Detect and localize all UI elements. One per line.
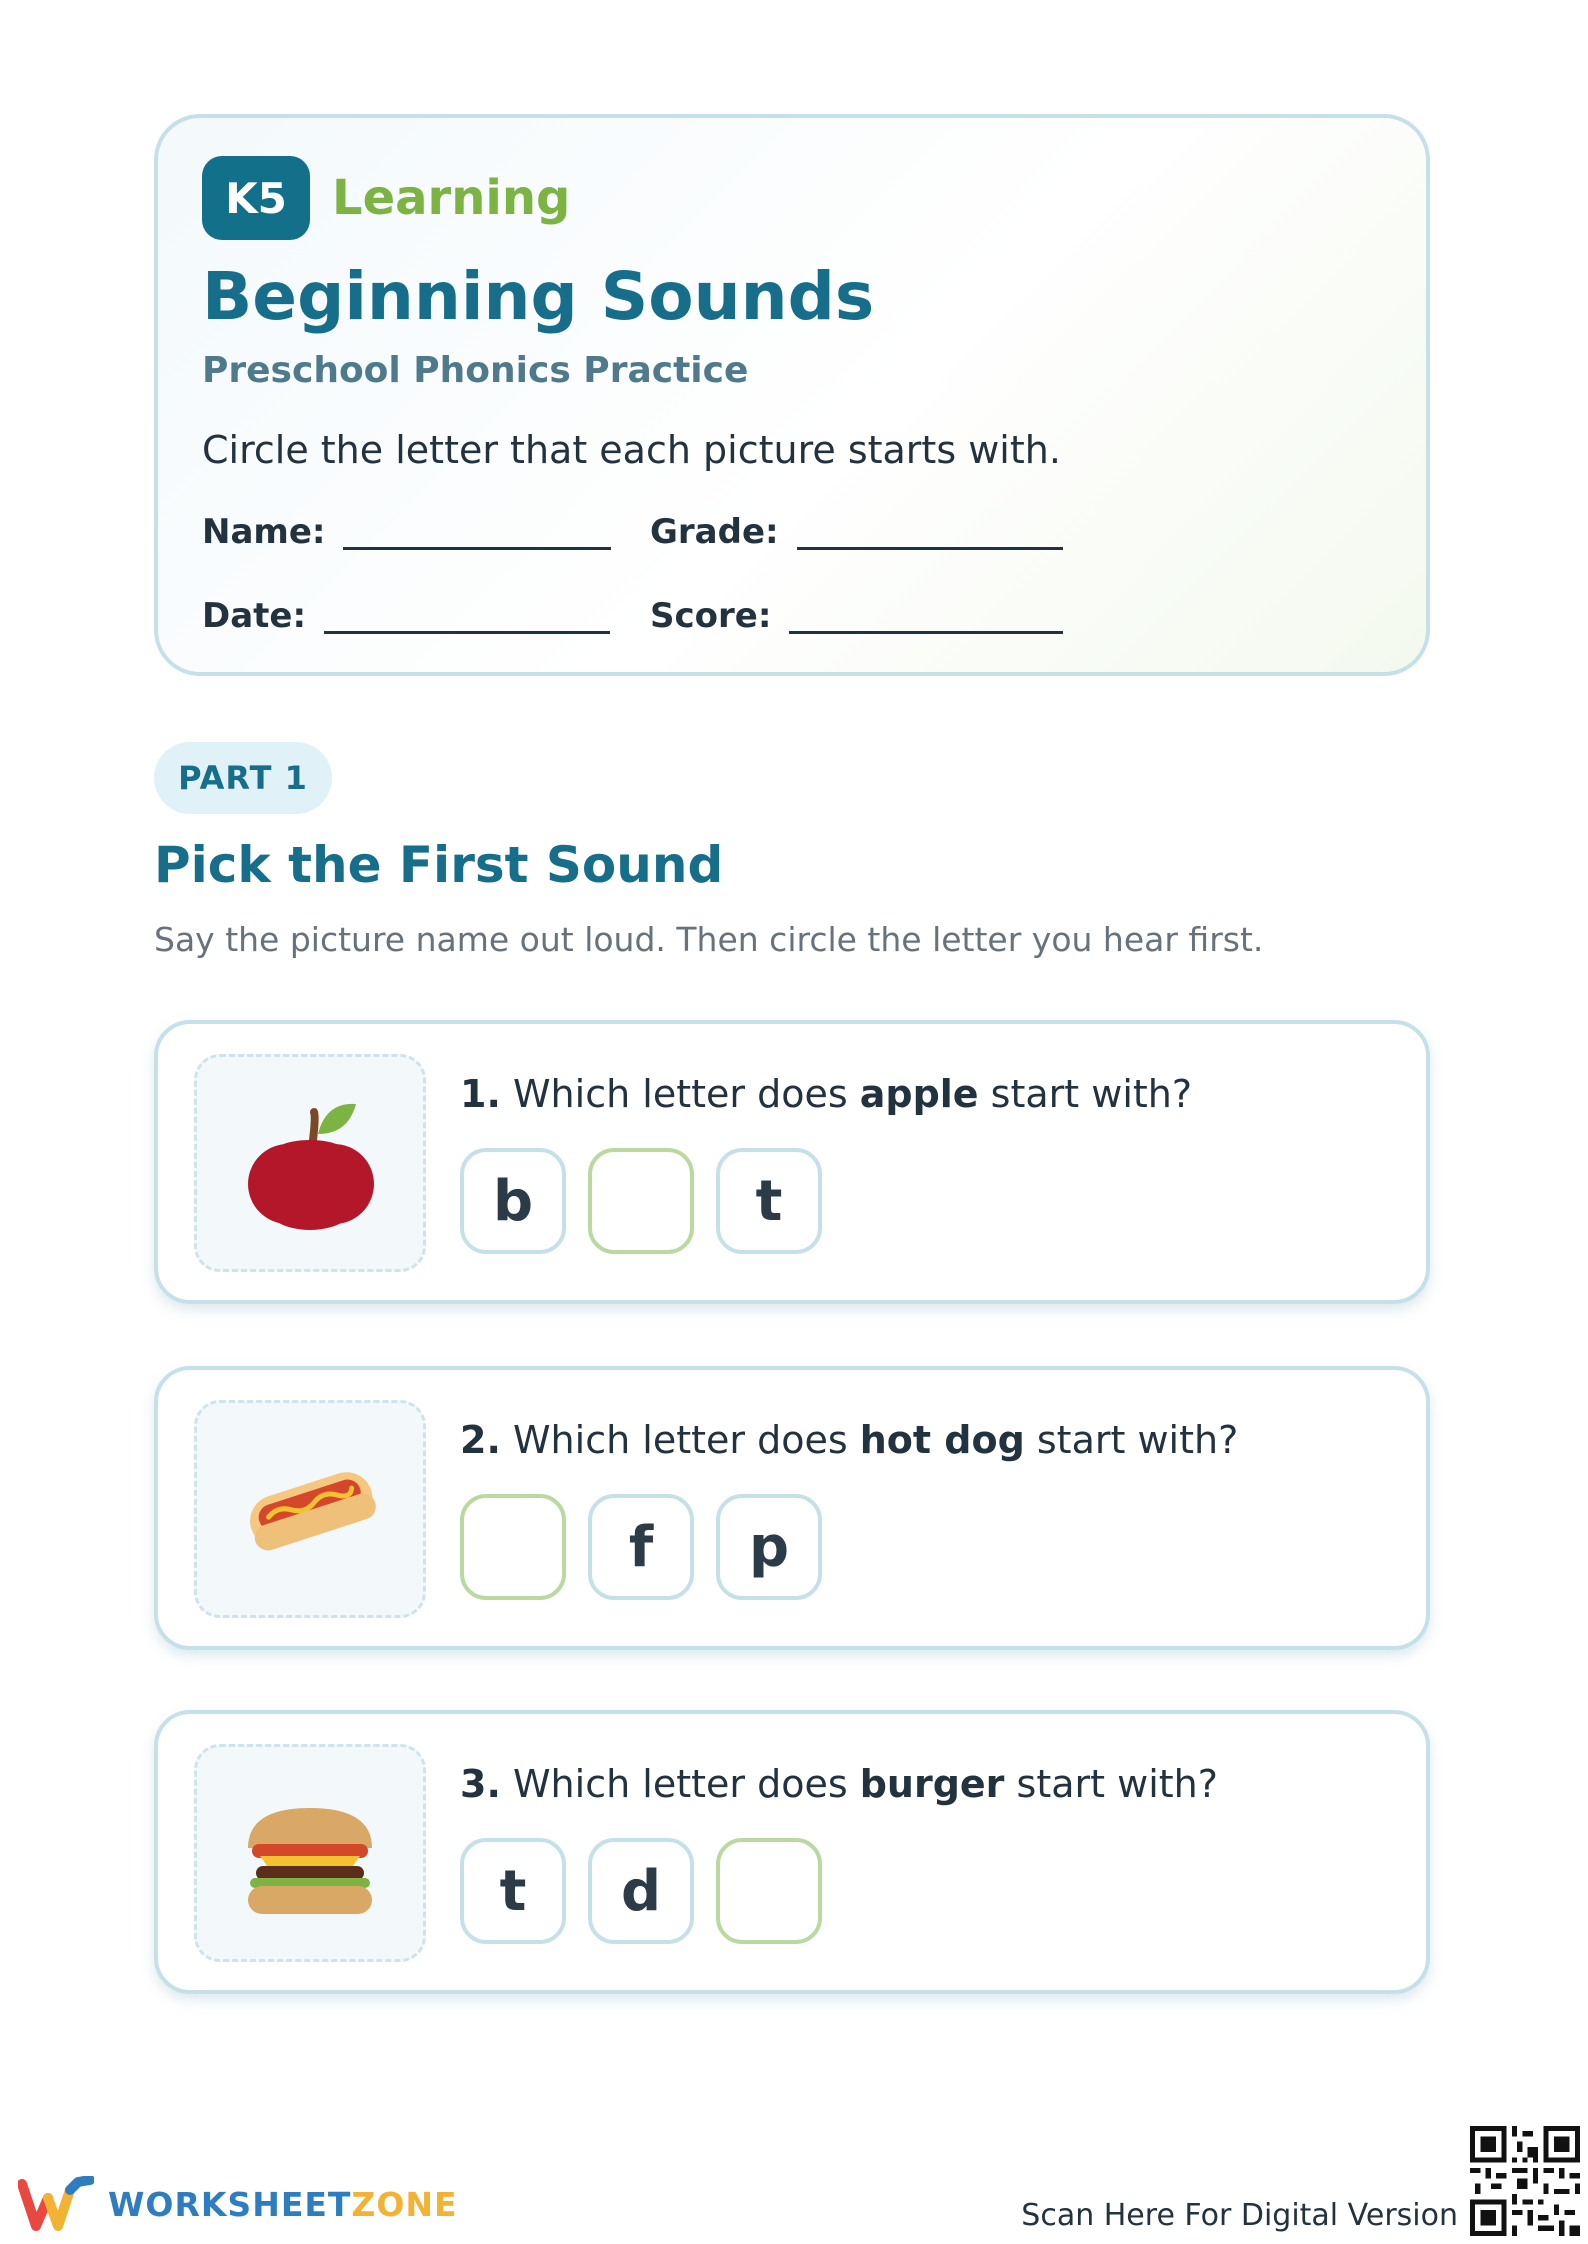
picture-box (194, 1400, 426, 1618)
name-label: Name: (202, 512, 326, 552)
section-title: Pick the First Sound (154, 836, 724, 894)
brand-name-part2: ZONE (351, 2184, 458, 2224)
question-text (460, 1418, 1238, 1462)
question-card-3 (154, 1710, 1430, 1994)
question-word: apple (859, 1072, 979, 1116)
date-line[interactable] (324, 631, 610, 634)
question-number: 2. (460, 1418, 501, 1462)
question-prefix: Which letter does (512, 1418, 848, 1462)
choice-letter[interactable]: d (588, 1838, 694, 1944)
score-label: Score: (650, 596, 772, 636)
score-line[interactable] (789, 631, 1063, 634)
page-title: Beginning Sounds (202, 258, 875, 335)
choice-blank[interactable] (588, 1148, 694, 1254)
header-card (154, 114, 1430, 676)
score-field[interactable] (650, 596, 1063, 636)
name-line[interactable] (343, 547, 611, 550)
date-label: Date: (202, 596, 307, 636)
answer-choices (460, 1494, 822, 1600)
picture-box (194, 1744, 426, 1962)
k5-learning-logo (202, 156, 570, 240)
burger-icon (230, 1778, 390, 1928)
brand-name (108, 2185, 458, 2224)
question-card-2 (154, 1366, 1430, 1650)
choice-letter[interactable]: p (716, 1494, 822, 1600)
question-word: hot dog (859, 1418, 1025, 1462)
question-text (460, 1072, 1192, 1116)
grade-label: Grade: (650, 512, 779, 552)
question-prefix: Which letter does (512, 1762, 848, 1806)
apple-icon (230, 1088, 390, 1238)
hot-dog-icon (230, 1434, 390, 1584)
question-suffix: start with? (990, 1072, 1193, 1116)
logo-word: Learning (332, 170, 571, 226)
qr-code-icon[interactable] (1470, 2126, 1580, 2236)
answer-choices (460, 1148, 822, 1254)
question-suffix: start with? (1016, 1762, 1218, 1806)
grade-field[interactable] (650, 512, 1063, 552)
logo-badge: K5 (202, 156, 310, 240)
instructions: Circle the letter that each picture starts with. (202, 428, 1061, 472)
picture-box (194, 1054, 426, 1272)
scan-text: Scan Here For Digital Version (1021, 2198, 1458, 2233)
worksheetzone-w-icon (18, 2176, 94, 2232)
answer-choices (460, 1838, 822, 1944)
question-number: 3. (460, 1762, 501, 1806)
date-field[interactable] (202, 596, 610, 636)
question-text (460, 1762, 1218, 1806)
question-card-1 (154, 1020, 1430, 1304)
question-prefix: Which letter does (512, 1072, 848, 1116)
brand-name-part1: WORKSHEET (108, 2184, 352, 2224)
choice-blank[interactable] (460, 1494, 566, 1600)
question-suffix: start with? (1036, 1418, 1239, 1462)
part-badge: PART 1 (154, 742, 332, 814)
name-field[interactable] (202, 512, 611, 552)
choice-letter[interactable]: t (716, 1148, 822, 1254)
worksheetzone-logo (18, 2176, 458, 2232)
choice-letter[interactable]: f (588, 1494, 694, 1600)
section-subtitle: Say the picture name out loud. Then circle the letter you hear first. (154, 920, 1264, 959)
choice-letter[interactable]: t (460, 1838, 566, 1944)
question-number: 1. (460, 1072, 501, 1116)
choice-letter[interactable]: b (460, 1148, 566, 1254)
grade-line[interactable] (797, 547, 1063, 550)
choice-blank[interactable] (716, 1838, 822, 1944)
question-word: burger (859, 1762, 1005, 1806)
page-subtitle: Preschool Phonics Practice (202, 350, 749, 391)
